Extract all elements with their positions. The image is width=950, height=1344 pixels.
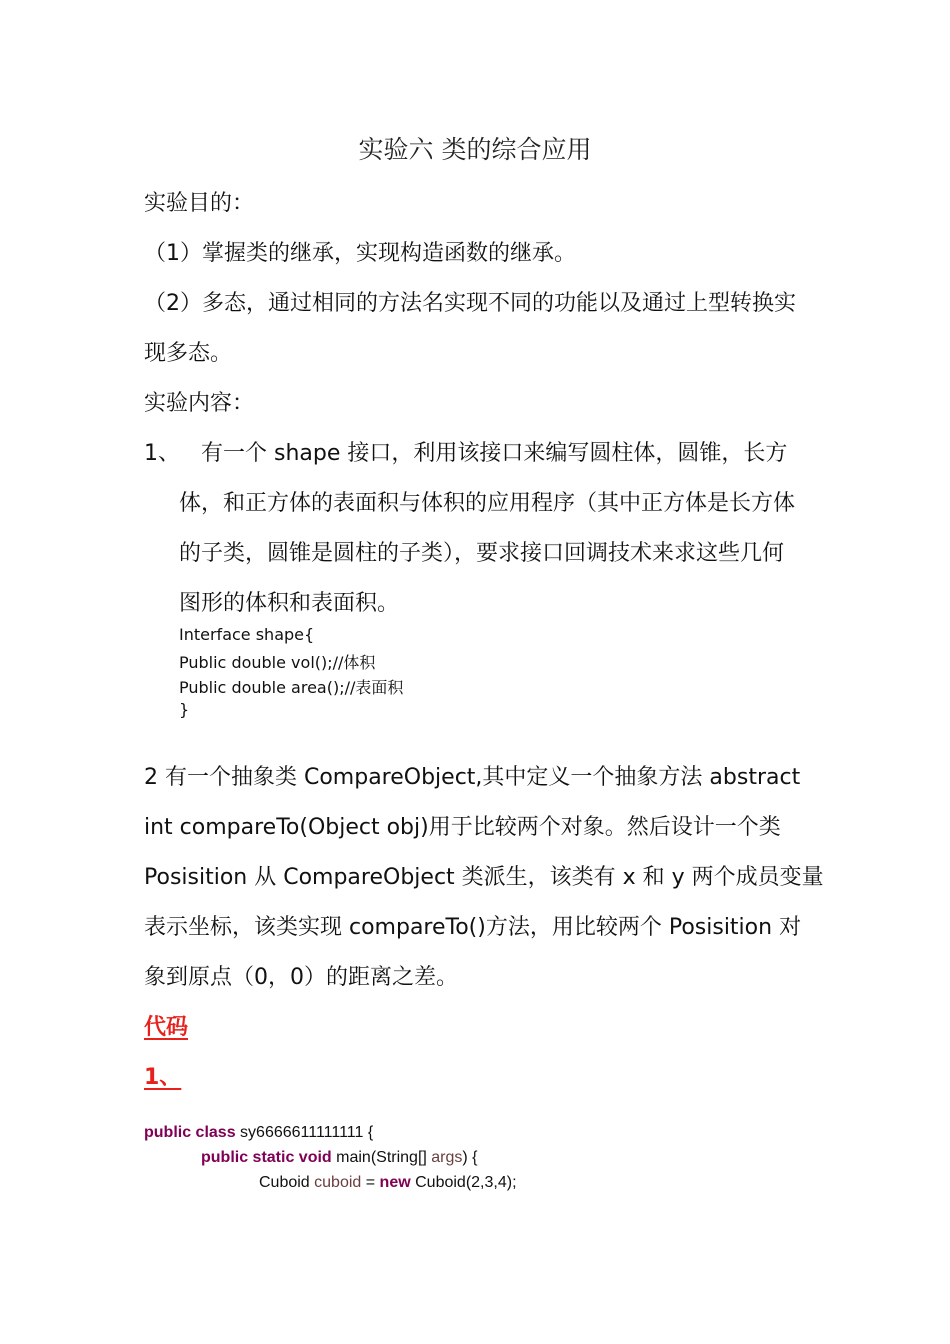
- java-keyword: new: [379, 1174, 411, 1191]
- java-text: =: [361, 1174, 380, 1191]
- task1-code-line-2: Public double vol();//体积: [179, 653, 376, 672]
- task1-line-1: 有一个 shape 接口，利用该接口来编写圆柱体，圆锥，长方: [201, 441, 788, 466]
- java-text: Cuboid(2,3,4);: [410, 1174, 517, 1191]
- java-text: ) {: [462, 1149, 478, 1166]
- task1-number: 1、: [144, 441, 180, 466]
- java-variable: args: [431, 1149, 463, 1166]
- java-keyword: public static void: [201, 1149, 332, 1166]
- content-heading: 实验内容：: [144, 391, 255, 416]
- java-text: Cuboid: [259, 1174, 315, 1191]
- task1-line-2: 体，和正方体的表面积与体积的应用程序（其中正方体是长方体: [179, 491, 796, 516]
- code-heading: 代码: [144, 1015, 189, 1040]
- task2-line-5: 象到原点（0，0）的距离之差。: [144, 965, 458, 990]
- task1-code-line-4: }: [179, 700, 190, 719]
- task2-line-1: 2 有一个抽象类 CompareObject,其中定义一个抽象方法 abstract: [144, 765, 801, 790]
- java-variable: cuboid: [314, 1174, 362, 1191]
- purpose-item-2: （2）多态，通过相同的方法名实现不同的功能以及通过上型转换实: [144, 291, 796, 316]
- java-line-3: [259, 1174, 517, 1192]
- java-text: main(String[]: [331, 1149, 432, 1166]
- java-line-1: [144, 1124, 373, 1142]
- java-line-2: [201, 1149, 478, 1167]
- code-sub-heading: 1、: [144, 1065, 182, 1090]
- task2-line-3: Posisition 从 CompareObject 类派生，该类有 x 和 y 两个成员变量: [144, 865, 824, 890]
- purpose-item-1: （1）掌握类的继承，实现构造函数的继承。: [144, 241, 576, 266]
- task2-line-2: int compareTo(Object obj)用于比较两个对象。然后设计一个类: [144, 815, 781, 840]
- task1-line-3: 的子类，圆锥是圆柱的子类），要求接口回调技术来求这些几何: [179, 541, 785, 566]
- java-keyword: public class: [144, 1124, 236, 1141]
- purpose-heading: 实验目的：: [144, 191, 255, 216]
- java-text: sy6666611111111 {: [235, 1124, 374, 1141]
- page-title: 实验六 类的综合应用: [358, 135, 592, 164]
- task1-code-line-1: Interface shape{: [179, 625, 315, 644]
- task2-line-4: 表示坐标，该类实现 compareTo()方法，用比较两个 Posisition 对: [144, 915, 802, 940]
- task1-line-4: 图形的体积和表面积。: [179, 591, 400, 616]
- task1-code-line-3: Public double area();//表面积: [179, 678, 404, 697]
- purpose-item-2-continued: 现多态。: [144, 341, 233, 366]
